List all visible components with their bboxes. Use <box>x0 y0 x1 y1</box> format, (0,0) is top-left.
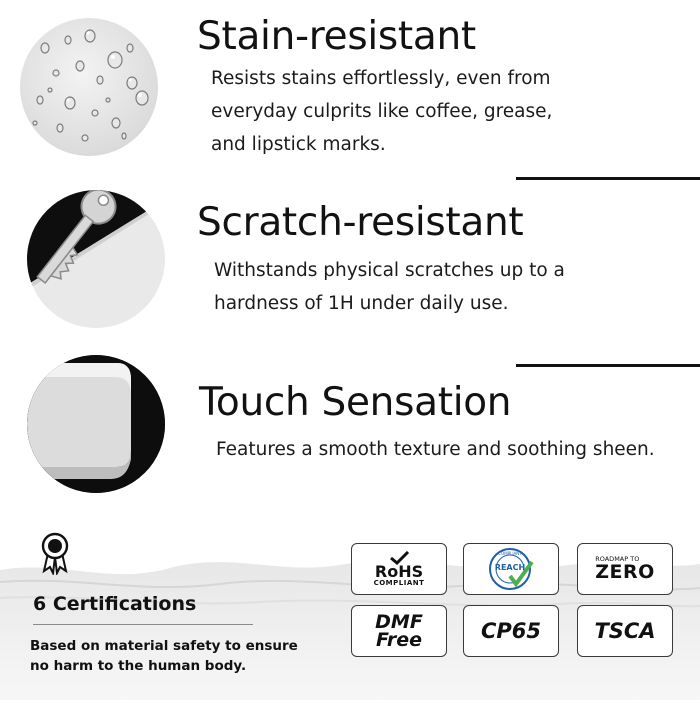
desc-line: and lipstick marks. <box>211 134 386 155</box>
desc-line: hardness of 1H under daily use. <box>214 293 509 314</box>
divider <box>516 364 700 367</box>
zero-label: ZERO <box>595 561 655 584</box>
free-label: Free <box>375 629 423 651</box>
cp65-label: CP65 <box>480 619 542 643</box>
certifications-description <box>30 636 320 676</box>
reach-label: REACH <box>494 563 526 572</box>
feature-desc-touch <box>216 433 655 466</box>
desc-line: Based on material safety to ensure <box>30 638 298 654</box>
feature-title-touch: Touch Sensation <box>199 380 512 425</box>
certifications-title: 6 Certifications <box>33 593 197 615</box>
tsca-badge <box>577 605 673 657</box>
rohs-sub-label: COMPLIANT <box>373 579 425 587</box>
desc-line: everyday culprits like coffee, grease, <box>211 101 553 122</box>
dmf-label: DMF <box>375 611 423 633</box>
award-ribbon-icon <box>40 531 70 575</box>
reach-ring-text: COMPLIANT <box>498 551 522 556</box>
cp65-badge <box>463 605 559 657</box>
divider <box>516 177 700 180</box>
rohs-label: RoHS <box>374 562 424 581</box>
feature-desc-scratch <box>214 254 565 320</box>
roadmap-to-zero-badge <box>577 543 673 595</box>
dmf-free-badge <box>351 605 447 657</box>
reach-badge <box>463 543 559 595</box>
smooth-surface-icon <box>27 355 165 493</box>
desc-line: Features a smooth texture and soothing sheen. <box>216 439 655 460</box>
desc-line: Resists stains effortlessly, even from <box>211 68 551 89</box>
feature-desc-stain <box>211 62 552 161</box>
roadmap-label: ROADMAP TO <box>595 554 640 563</box>
water-droplets-icon <box>20 18 158 156</box>
rohs-badge <box>351 543 447 595</box>
desc-line: no harm to the human body. <box>30 658 247 674</box>
feature-title-scratch: Scratch-resistant <box>197 200 524 245</box>
tsca-label: TSCA <box>594 619 656 643</box>
feature-title-stain: Stain-resistant <box>197 14 476 59</box>
key-scratch-icon <box>27 190 165 328</box>
desc-line: Withstands physical scratches up to a <box>214 260 565 281</box>
divider <box>33 624 253 625</box>
